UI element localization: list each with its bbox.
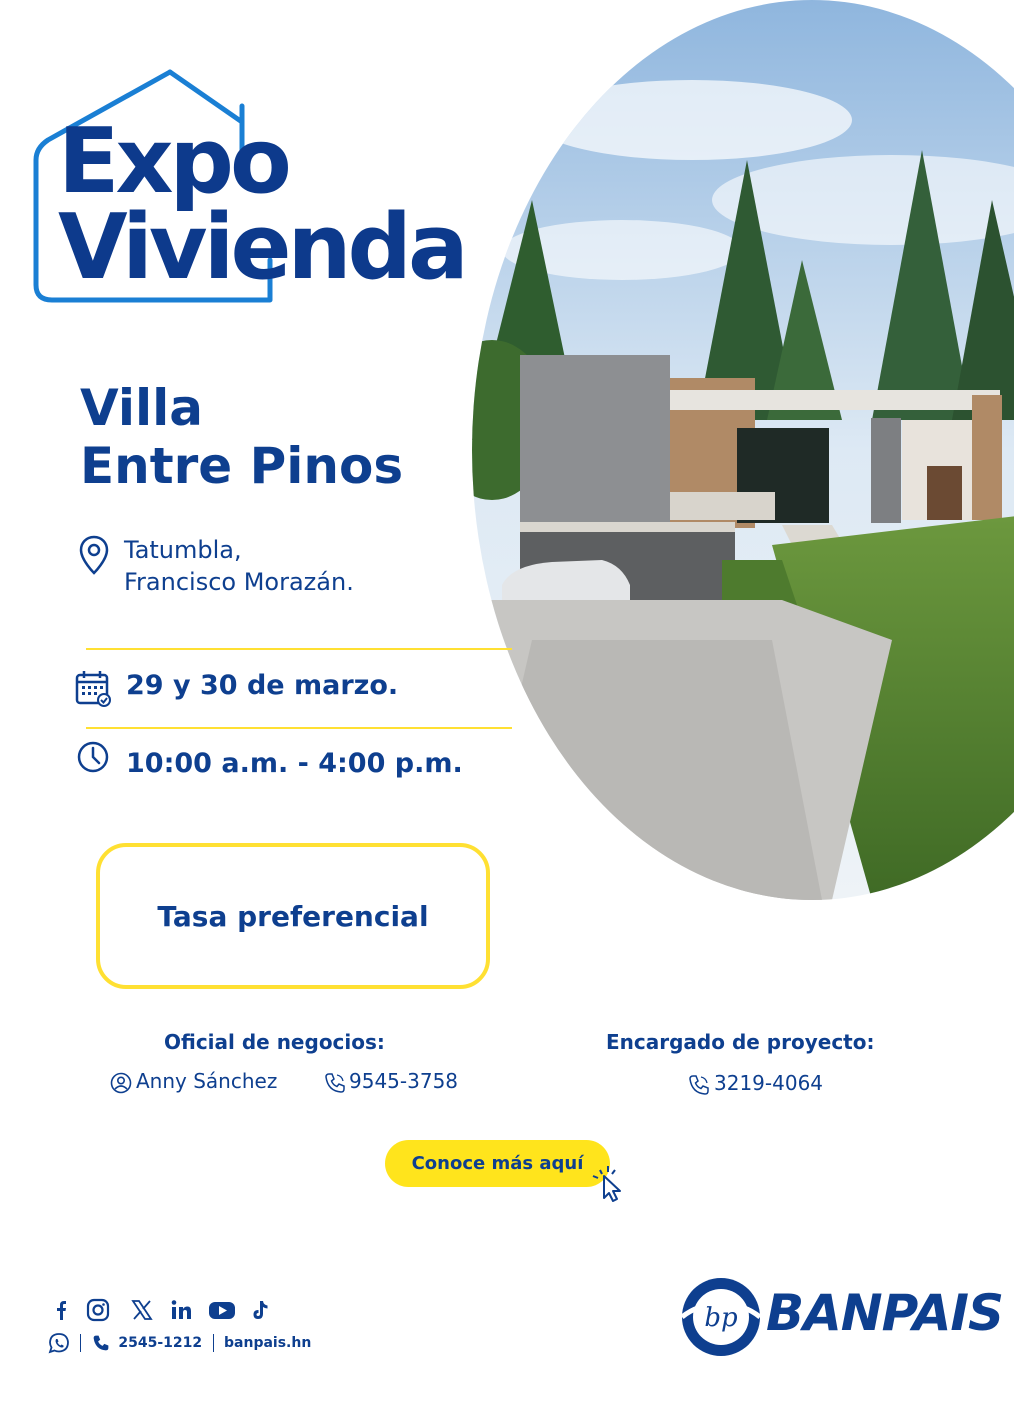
divider	[86, 648, 512, 650]
project-manager-phone[interactable]: 3219-4064	[714, 1071, 824, 1095]
event-time: 10:00 a.m. - 4:00 p.m.	[126, 748, 463, 779]
business-officer-title: Oficial de negocios:	[164, 1030, 385, 1054]
phone-icon	[688, 1074, 710, 1096]
business-officer-name: Anny Sánchez	[136, 1069, 278, 1093]
footer-website[interactable]: banpais.hn	[224, 1335, 312, 1351]
event-date: 29 y 30 de marzo.	[126, 670, 399, 701]
banpais-logo-icon	[678, 1274, 764, 1360]
tiktok-icon	[254, 1301, 268, 1319]
brand-monogram: bp	[704, 1303, 738, 1333]
logo-vivienda: Vivienda	[58, 195, 465, 300]
footer-phone[interactable]: 2545-1212	[118, 1335, 203, 1351]
learn-more-label: Conoce más aquí	[411, 1153, 584, 1174]
business-officer-phone[interactable]: 9545-3758	[349, 1069, 459, 1093]
linkedin-icon	[172, 1300, 191, 1319]
project-manager-title: Encargado de proyecto:	[606, 1030, 875, 1054]
calendar-icon	[74, 669, 112, 707]
location-line2: Francisco Morazán.	[124, 568, 354, 596]
whatsapp-icon	[48, 1332, 70, 1354]
phone-icon	[92, 1334, 110, 1352]
facebook-icon	[57, 1301, 66, 1320]
learn-more-button[interactable]	[385, 1140, 610, 1187]
location-pin-icon	[78, 534, 110, 576]
logo-expo: Expo	[58, 109, 288, 214]
clock-icon	[76, 740, 110, 774]
house-photo	[472, 0, 1014, 900]
footer-contact	[48, 1332, 311, 1354]
project-name-line2: Entre Pinos	[80, 437, 404, 495]
preferential-rate-box	[96, 843, 490, 989]
youtube-icon	[209, 1302, 235, 1319]
phone-icon	[324, 1072, 346, 1094]
project-name-line1: Villa	[80, 379, 203, 437]
social-icons	[50, 1298, 280, 1322]
divider	[86, 727, 512, 729]
location-line1: Tatumbla,	[124, 536, 242, 564]
preferential-rate-label: Tasa preferencial	[157, 899, 429, 933]
x-icon	[133, 1301, 151, 1319]
user-icon	[110, 1072, 132, 1094]
brand-name: BANPAIS	[766, 1284, 1004, 1342]
cursor-click-icon	[588, 1162, 630, 1204]
instagram-icon	[88, 1300, 108, 1320]
